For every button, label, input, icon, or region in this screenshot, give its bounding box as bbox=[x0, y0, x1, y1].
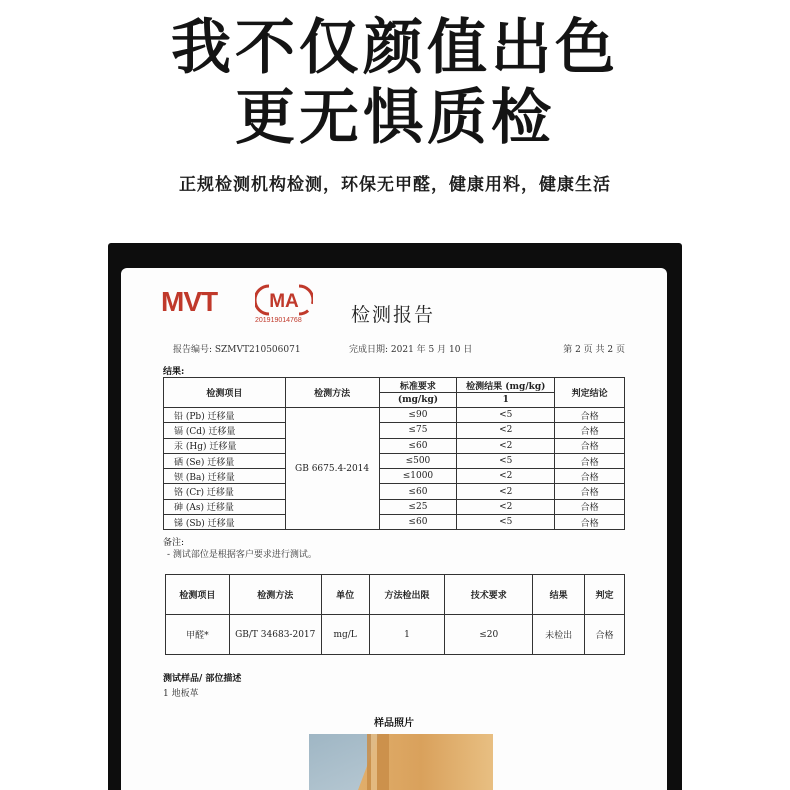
formaldehyde-results-table bbox=[165, 574, 625, 655]
row-item: 铬 (Cr) 迁移量 bbox=[164, 484, 286, 499]
table-row bbox=[164, 469, 625, 484]
ma-logo-text: MA bbox=[269, 291, 299, 312]
header-result-sub: 1 bbox=[457, 393, 555, 408]
row-verdict: 合格 bbox=[555, 438, 625, 453]
t2-cell: mg/L bbox=[321, 615, 369, 655]
sample-photo-title: 样品照片 bbox=[374, 718, 414, 729]
header-standard-unit: (mg/kg) bbox=[379, 393, 457, 408]
table-row bbox=[164, 515, 625, 530]
row-result: <5 bbox=[457, 515, 555, 530]
note-text: - 测试部位是根据客户要求进行测试。 bbox=[167, 550, 317, 560]
t2-cell: 1 bbox=[369, 615, 445, 655]
report-number: 报告编号: SZMVT210506071 bbox=[173, 345, 301, 355]
row-verdict: 合格 bbox=[555, 423, 625, 438]
header-item: 检测项目 bbox=[164, 378, 286, 408]
row-result: <5 bbox=[457, 408, 555, 423]
t2-header: 检测项目 bbox=[166, 575, 230, 615]
ma-certificate-number: 201919014768 bbox=[255, 317, 302, 324]
row-verdict: 合格 bbox=[555, 484, 625, 499]
mvt-logo: MVT bbox=[161, 286, 218, 317]
heavy-metal-results-table bbox=[163, 377, 625, 530]
row-result: <2 bbox=[457, 499, 555, 514]
header-method: 检测方法 bbox=[285, 378, 379, 408]
t2-header: 判定 bbox=[585, 575, 625, 615]
table-row bbox=[164, 423, 625, 438]
subheadline: 正规检测机构检测，环保无甲醛，健康用料，健康生活 bbox=[179, 175, 611, 195]
header-result: 检测结果 (mg/kg) bbox=[457, 378, 555, 393]
header-verdict: 判定结论 bbox=[555, 378, 625, 408]
t2-cell: 未检出 bbox=[533, 615, 585, 655]
row-standard: ≤90 bbox=[379, 408, 457, 423]
row-standard: ≤25 bbox=[379, 499, 457, 514]
row-item: 钡 (Ba) 迁移量 bbox=[164, 469, 286, 484]
row-result: <2 bbox=[457, 438, 555, 453]
row-item: 铅 (Pb) 迁移量 bbox=[164, 408, 286, 423]
row-verdict: 合格 bbox=[555, 469, 625, 484]
t2-header: 技术要求 bbox=[445, 575, 533, 615]
test-method: GB 6675.4-2014 bbox=[285, 408, 379, 530]
row-standard: ≤1000 bbox=[379, 469, 457, 484]
t2-header: 检测方法 bbox=[229, 575, 321, 615]
notes-label: 备注: bbox=[163, 538, 185, 548]
row-standard: ≤60 bbox=[379, 438, 457, 453]
ma-certification-logo bbox=[255, 284, 313, 316]
row-item: 砷 (As) 迁移量 bbox=[164, 499, 286, 514]
row-verdict: 合格 bbox=[555, 499, 625, 514]
header-standard: 标准要求 bbox=[379, 378, 457, 393]
t2-cell: 甲醛* bbox=[166, 615, 230, 655]
row-result: <5 bbox=[457, 453, 555, 468]
row-item: 汞 (Hg) 迁移量 bbox=[164, 438, 286, 453]
row-verdict: 合格 bbox=[555, 408, 625, 423]
row-standard: ≤60 bbox=[379, 515, 457, 530]
test-report-document bbox=[121, 268, 667, 790]
row-result: <2 bbox=[457, 423, 555, 438]
row-standard: ≤75 bbox=[379, 423, 457, 438]
t2-header: 结果 bbox=[533, 575, 585, 615]
row-verdict: 合格 bbox=[555, 453, 625, 468]
t2-cell: ≤20 bbox=[445, 615, 533, 655]
results-label: 结果: bbox=[163, 367, 185, 377]
report-title: 检测报告 bbox=[351, 304, 436, 326]
table-row bbox=[164, 499, 625, 514]
completion-date: 完成日期: 2021 年 5 月 10 日 bbox=[349, 345, 473, 355]
t2-header: 单位 bbox=[321, 575, 369, 615]
row-verdict: 合格 bbox=[555, 515, 625, 530]
row-standard: ≤60 bbox=[379, 484, 457, 499]
row-standard: ≤500 bbox=[379, 453, 457, 468]
row-item: 硒 (Se) 迁移量 bbox=[164, 453, 286, 468]
table-row bbox=[164, 453, 625, 468]
row-item: 锑 (Sb) 迁移量 bbox=[164, 515, 286, 530]
table-row bbox=[166, 615, 625, 655]
row-item: 镉 (Cd) 迁移量 bbox=[164, 423, 286, 438]
page-info: 第 2 页 共 2 页 bbox=[563, 345, 625, 355]
table-row bbox=[164, 408, 625, 423]
t2-cell: 合格 bbox=[585, 615, 625, 655]
sample-description-title: 测试样品/ 部位描述 bbox=[163, 674, 242, 684]
row-result: <2 bbox=[457, 469, 555, 484]
table-row bbox=[164, 484, 625, 499]
headline-line-2: 更无惧质检 bbox=[235, 83, 555, 153]
row-result: <2 bbox=[457, 484, 555, 499]
sample-photo bbox=[309, 734, 493, 790]
t2-header: 方法检出限 bbox=[369, 575, 445, 615]
table-row bbox=[164, 438, 625, 453]
sample-description: 1 地板革 bbox=[163, 689, 199, 699]
t2-cell: GB/T 34683-2017 bbox=[229, 615, 321, 655]
headline-line-1: 我不仅颜值出色 bbox=[171, 13, 619, 83]
